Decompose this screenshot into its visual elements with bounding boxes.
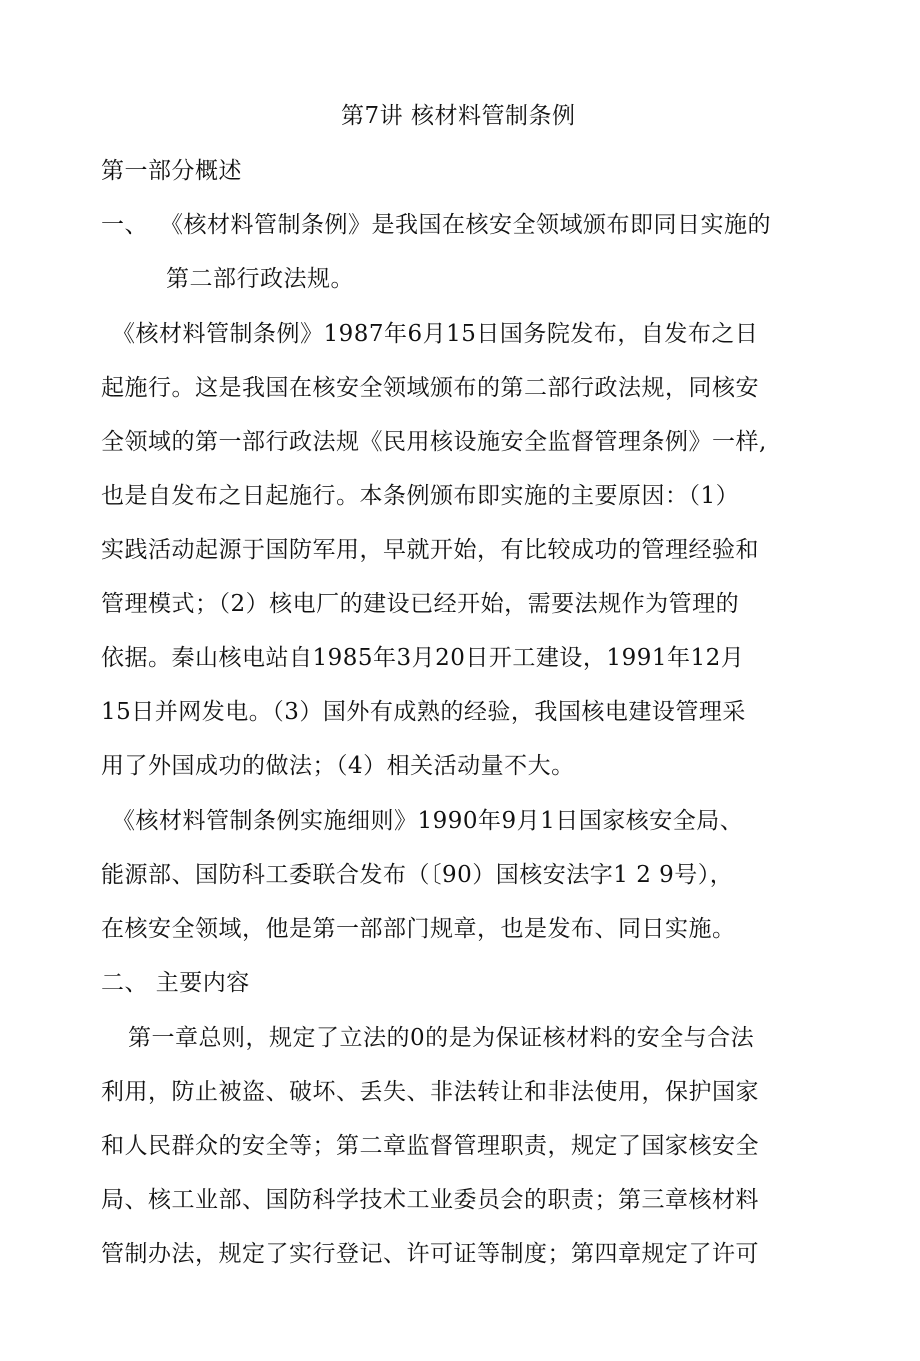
para1-line: 依据。秦山核电站自1985年3月20日开工建设，1991年12月 <box>101 645 745 671</box>
para1-line: 也是自发布之日起施行。本条例颁布即实施的主要原因：（1） <box>101 483 740 509</box>
para3-line: 第一章总则，规定了立法的0的是为保证核材料的安全与合法 <box>128 1025 755 1051</box>
para1-line: 实践活动起源于国防军用，早就开始，有比较成功的管理经验和 <box>101 537 759 563</box>
para2-line: 在核安全领域，他是第一部部门规章，也是发布、同日实施。 <box>101 916 736 942</box>
item1-text-line2: 第二部行政法规。 <box>166 266 354 292</box>
para3-line: 利用，防止被盗、破坏、丢失、非法转让和非法使用，保护国家 <box>101 1079 759 1105</box>
para1-line: 《核材料管制条例》1987年6月15日国务院发布，自发布之日 <box>112 321 759 347</box>
para2-line: 《核材料管制条例实施细则》1990年9月1日国家核安全局、 <box>112 808 744 834</box>
para1-line: 15日并网发电。（3）国外有成熟的经验，我国核电建设管理采 <box>101 699 746 725</box>
para1-line: 起施行。这是我国在核安全领域颁布的第二部行政法规，同核安 <box>101 375 759 401</box>
para3-line: 局、核工业部、国防科学技术工业委员会的职责；第三章核材料 <box>101 1187 759 1213</box>
para3-line: 和人民群众的安全等；第二章监督管理职责，规定了国家核安全 <box>101 1133 759 1159</box>
item1-text-line1: 《核材料管制条例》是我国在核安全领域颁布即同日实施的 <box>160 212 771 238</box>
para1-line: 管理模式；（2）核电厂的建设已经开始，需要法规作为管理的 <box>101 591 740 617</box>
para1-line: 用了外国成功的做法；（4）相关活动量不大。 <box>101 753 575 779</box>
part1-heading: 第一部分概述 <box>101 158 242 184</box>
document-title: 第7讲 核材料管制条例 <box>341 103 576 129</box>
para3-line: 管制办法，规定了实行登记、许可证等制度；第四章规定了许可 <box>101 1241 759 1267</box>
para1-line: 全领域的第一部行政法规《民用核设施安全监督管理条例》一样, <box>101 429 767 455</box>
item2-heading: 二、 主要内容 <box>101 970 250 996</box>
item1-marker: 一、 <box>101 212 148 238</box>
para2-line: 能源部、国防科工委联合发布（〔90）国核安法字1 2 9号）， <box>101 862 734 888</box>
